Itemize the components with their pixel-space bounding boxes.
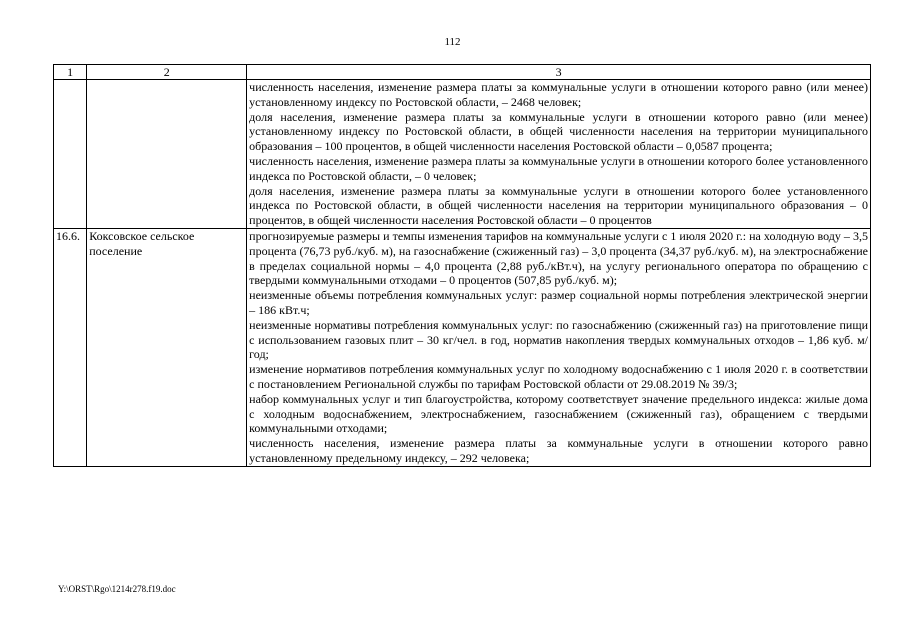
- paragraph: прогнозируемые размеры и темпы изменения тарифов на коммунальные услуги с 1 июля 2020 г.: на холодную воду – 3,5 процента (76,73 руб./куб. м), на газоснабжение (сжиженный газ) – 3,0 процента (34,37 руб./куб. м), на электроснабжение в пределах социальной нормы – 4,0 процента (2,88 руб./кВт.ч), на услугу регионального оператора по обращению с твердыми коммунальными отходами – 0 процентов (507,85 руб./куб. м);: [249, 228, 868, 288]
- paragraph: численность населения, изменение размера платы за коммунальные услуги в отношении которого равно установленному предельному индексу, – 292 человека;: [249, 436, 868, 465]
- header-cell-1: 1: [54, 65, 87, 80]
- header-cell-3: 3: [247, 65, 871, 80]
- row-number-cell: [54, 80, 87, 229]
- paragraph: изменение нормативов потребления коммунальных услуг по холодному водоснабжению с 1 июля 2020 г. в соответствии с постановлением Региональной службы по тарифам Ростовской области от 29.08.2019 № 39/3;: [249, 362, 868, 391]
- row-number-cell: 16.6.: [54, 228, 87, 466]
- row-name-cell: Коксовское сельское поселение: [87, 228, 247, 466]
- header-cell-2: 2: [87, 65, 247, 80]
- paragraph: неизменные нормативы потребления коммунальных услуг: по газоснабжению (сжиженный газ) на приготовление пищи с использованием газовых плит – 30 кг/чел. в год, норматив накопления твердых коммунальных отходов – 1,86 куб. м/год;: [249, 317, 868, 362]
- footer-file-path: Y:\ORST\Rgo\1214r278.f19.doc: [58, 584, 176, 594]
- paragraph: численность населения, изменение размера платы за коммунальные услуги в отношении которого равно (или менее) установленному индексу по Ростовской области, – 2468 человек;: [249, 80, 868, 109]
- page-number: 112: [444, 36, 461, 48]
- row-name-cell: [87, 80, 247, 229]
- row-description-cell: [247, 80, 871, 229]
- table-row-continuation: [54, 80, 871, 229]
- paragraph: численность населения, изменение размера платы за коммунальные услуги в отношении которого более установленного индекса по Ростовской области, – 0 человек;: [249, 153, 868, 183]
- row-description-cell: [247, 228, 871, 466]
- table-row-16-6: [54, 228, 871, 466]
- paragraph: набор коммунальных услуг и тип благоустройства, которому соответствует значение предельного индекса: жилые дома с холодным водоснабжением, электроснабжением, газоснабжением (сжиженный газ), обращением с твердыми коммунальными отходами;: [249, 391, 868, 436]
- paragraph: неизменные объемы потребления коммунальных услуг: размер социальной нормы потребления электрической энергии – 186 кВт.ч;: [249, 288, 868, 317]
- document-table: [53, 64, 871, 467]
- paragraph: доля населения, изменение размера платы за коммунальные услуги в отношении которого равно (или менее) установленному индексу по Ростовской области, в общей численности населения на территории муниципального образования – 100 процентов, в общей численности населения Ростовской области – 0,0587 процента;: [249, 109, 868, 154]
- paragraph: доля населения, изменение размера платы за коммунальные услуги в отношении которого более установленного индекса по Ростовской области, в общей численности населения на территории муниципального образования – 0 процентов, в общей численности населения Ростовской области – 0 процентов: [249, 183, 868, 228]
- table-header-row: [54, 65, 871, 80]
